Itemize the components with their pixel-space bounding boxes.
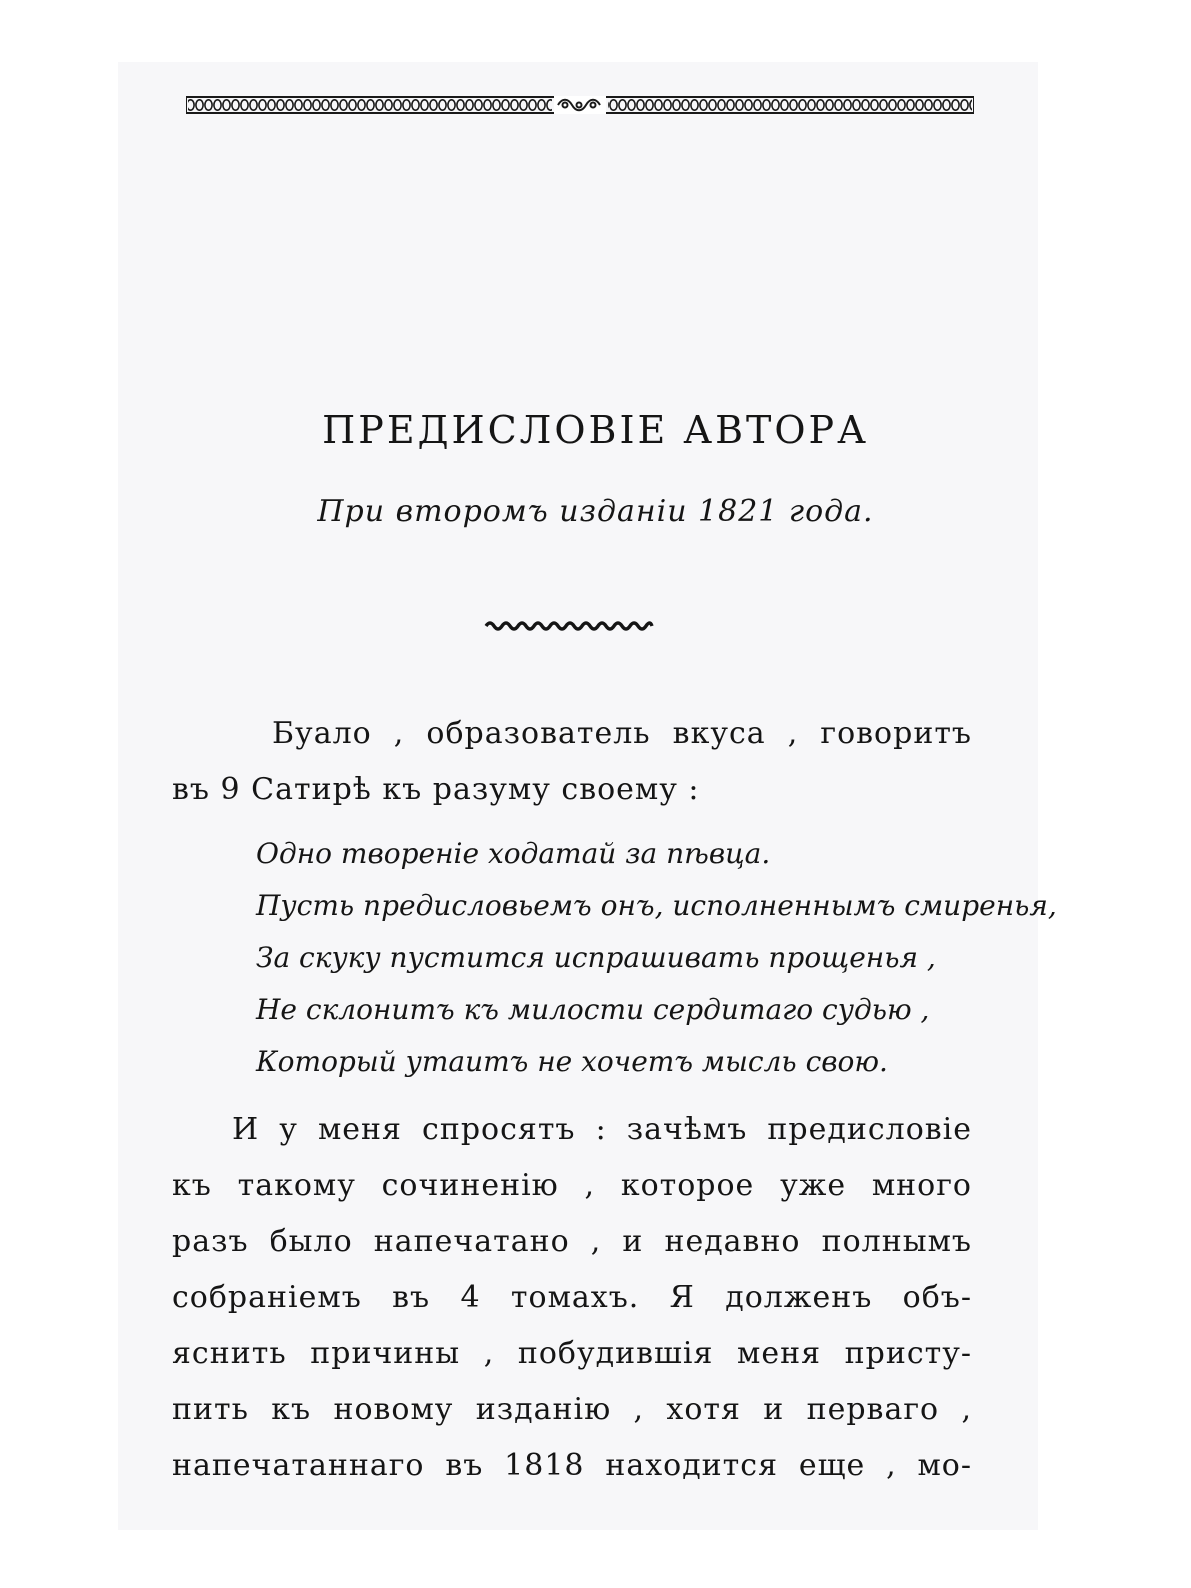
main-line: И у меня спросятъ : зачѣмъ предисловіе: [232, 1112, 972, 1147]
main-line: разъ было напечатано , и недавно полнымъ: [172, 1224, 972, 1259]
verse-line: Одно творенiе ходатай за пѣвца.: [256, 837, 771, 870]
verse-line: Не склонитъ къ милости сердитаго судью ,: [256, 993, 930, 1026]
section-divider-ornament: [484, 616, 654, 636]
main-line: собраніемъ въ 4 томахъ. Я долженъ объ-: [172, 1280, 972, 1315]
main-line: пить къ новому изданію , хотя и перваго ,: [172, 1392, 972, 1427]
verse-quotation: [256, 828, 1057, 1088]
verse-line: За скуку пустится испрашивать прощенья ,: [256, 941, 936, 974]
header-ornament: [186, 96, 974, 114]
main-line: къ такому сочиненію , которое уже много: [172, 1168, 972, 1203]
main-paragraph: [172, 1102, 972, 1494]
main-line: яснить причины , побудившія меня присту-: [172, 1336, 972, 1371]
main-line: напечатаннаго въ 1818 находится еще , мо-: [172, 1448, 972, 1483]
intro-line: Буало , образователь вкуса , говоритъ: [272, 716, 972, 751]
page-subtitle: При второмъ изданіи 1821 года.: [317, 494, 874, 529]
ornament-border-graphic: [186, 96, 974, 114]
page-title: ПРЕДИСЛОВІЕ АВТОРА: [322, 408, 869, 452]
intro-paragraph: [172, 706, 972, 818]
verse-line: Пусть предисловьемъ онъ, исполненнымъ смиренья,: [256, 889, 1057, 922]
intro-line: въ 9 Сатирѣ къ разуму своему :: [172, 772, 700, 807]
verse-line: Который утаитъ не хочетъ мысль свою.: [256, 1045, 888, 1078]
squiggle-divider-graphic: [484, 616, 654, 636]
